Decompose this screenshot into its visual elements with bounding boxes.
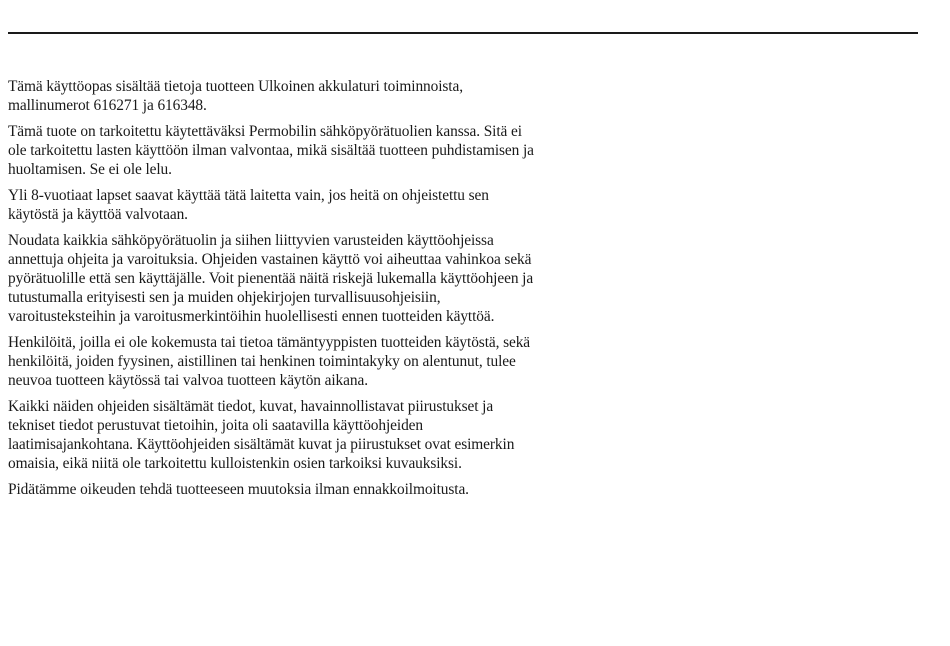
document-body [8,77,538,506]
paragraph-intended-use: Tämä tuote on tarkoitettu käytettäväksi Permobilin sähköpyörätuolien kanssa. Sitä ei ole tarkoitettu lasten käyttöön ilman valvontaa, mikä sisältää tuotteen puhdistamisen ja huoltamisen. Se ei ole lelu. [8,123,534,178]
paragraph-right-to-changes: Pidätämme oikeuden tehdä tuotteeseen muutoksia ilman ennakkoilmoitusta. [8,481,469,498]
paragraph-scope: Tämä käyttöopas sisältää tietoja tuotteen Ulkoinen akkulaturi toiminnoista, mallinumerot 616271 ja 616348. [8,78,463,114]
paragraph-information-basis: Kaikki näiden ohjeiden sisältämät tiedot, kuvat, havainnollistavat piirustukset ja tekniset tiedot perustuvat tietoihin, joita oli saatavilla käyttöohjeiden laatimisajankohtana. Käyttöohjeiden sisältämät kuvat ja piirustukset ovat esimerkin omaisia, eikä niitä ole tarkoitettu kulloistenkin osien tarkoiksi kuvauksiksi. [8,398,515,472]
paragraph-follow-instructions: Noudata kaikkia sähköpyörätuolin ja siihen liittyvien varusteiden käyttöohjeissa annettuja ohjeita ja varoituksia. Ohjeiden vastainen käyttö voi aiheuttaa vahinkoa sekä pyörätuolille että sen käyttäjälle. Voit pienentää näitä riskejä lukemalla käyttöohjeen ja tutustumalla erityisesti sen ja muiden ohjekirjojen turvallisuusohjeisiin, varoitusteksteihin ja varoitusmerkintöihin huolellisesti ennen tuotteiden käyttöä. [8,232,534,325]
paragraph-children-age: Yli 8-vuotiaat lapset saavat käyttää tätä laitetta vain, jos heitä on ohjeistettu sen käytöstä ja käyttöä valvotaan. [8,187,489,223]
header-divider [8,32,918,34]
paragraph-supervision: Henkilöitä, joilla ei ole kokemusta tai tietoa tämäntyyppisten tuotteiden käytöstä, sekä henkilöitä, joiden fyysinen, aistillinen tai henkinen toimintakyky on alentunut, tulee neuvoa tuotteen käytössä tai valvoa tuotteen käytön aikana. [8,334,531,389]
